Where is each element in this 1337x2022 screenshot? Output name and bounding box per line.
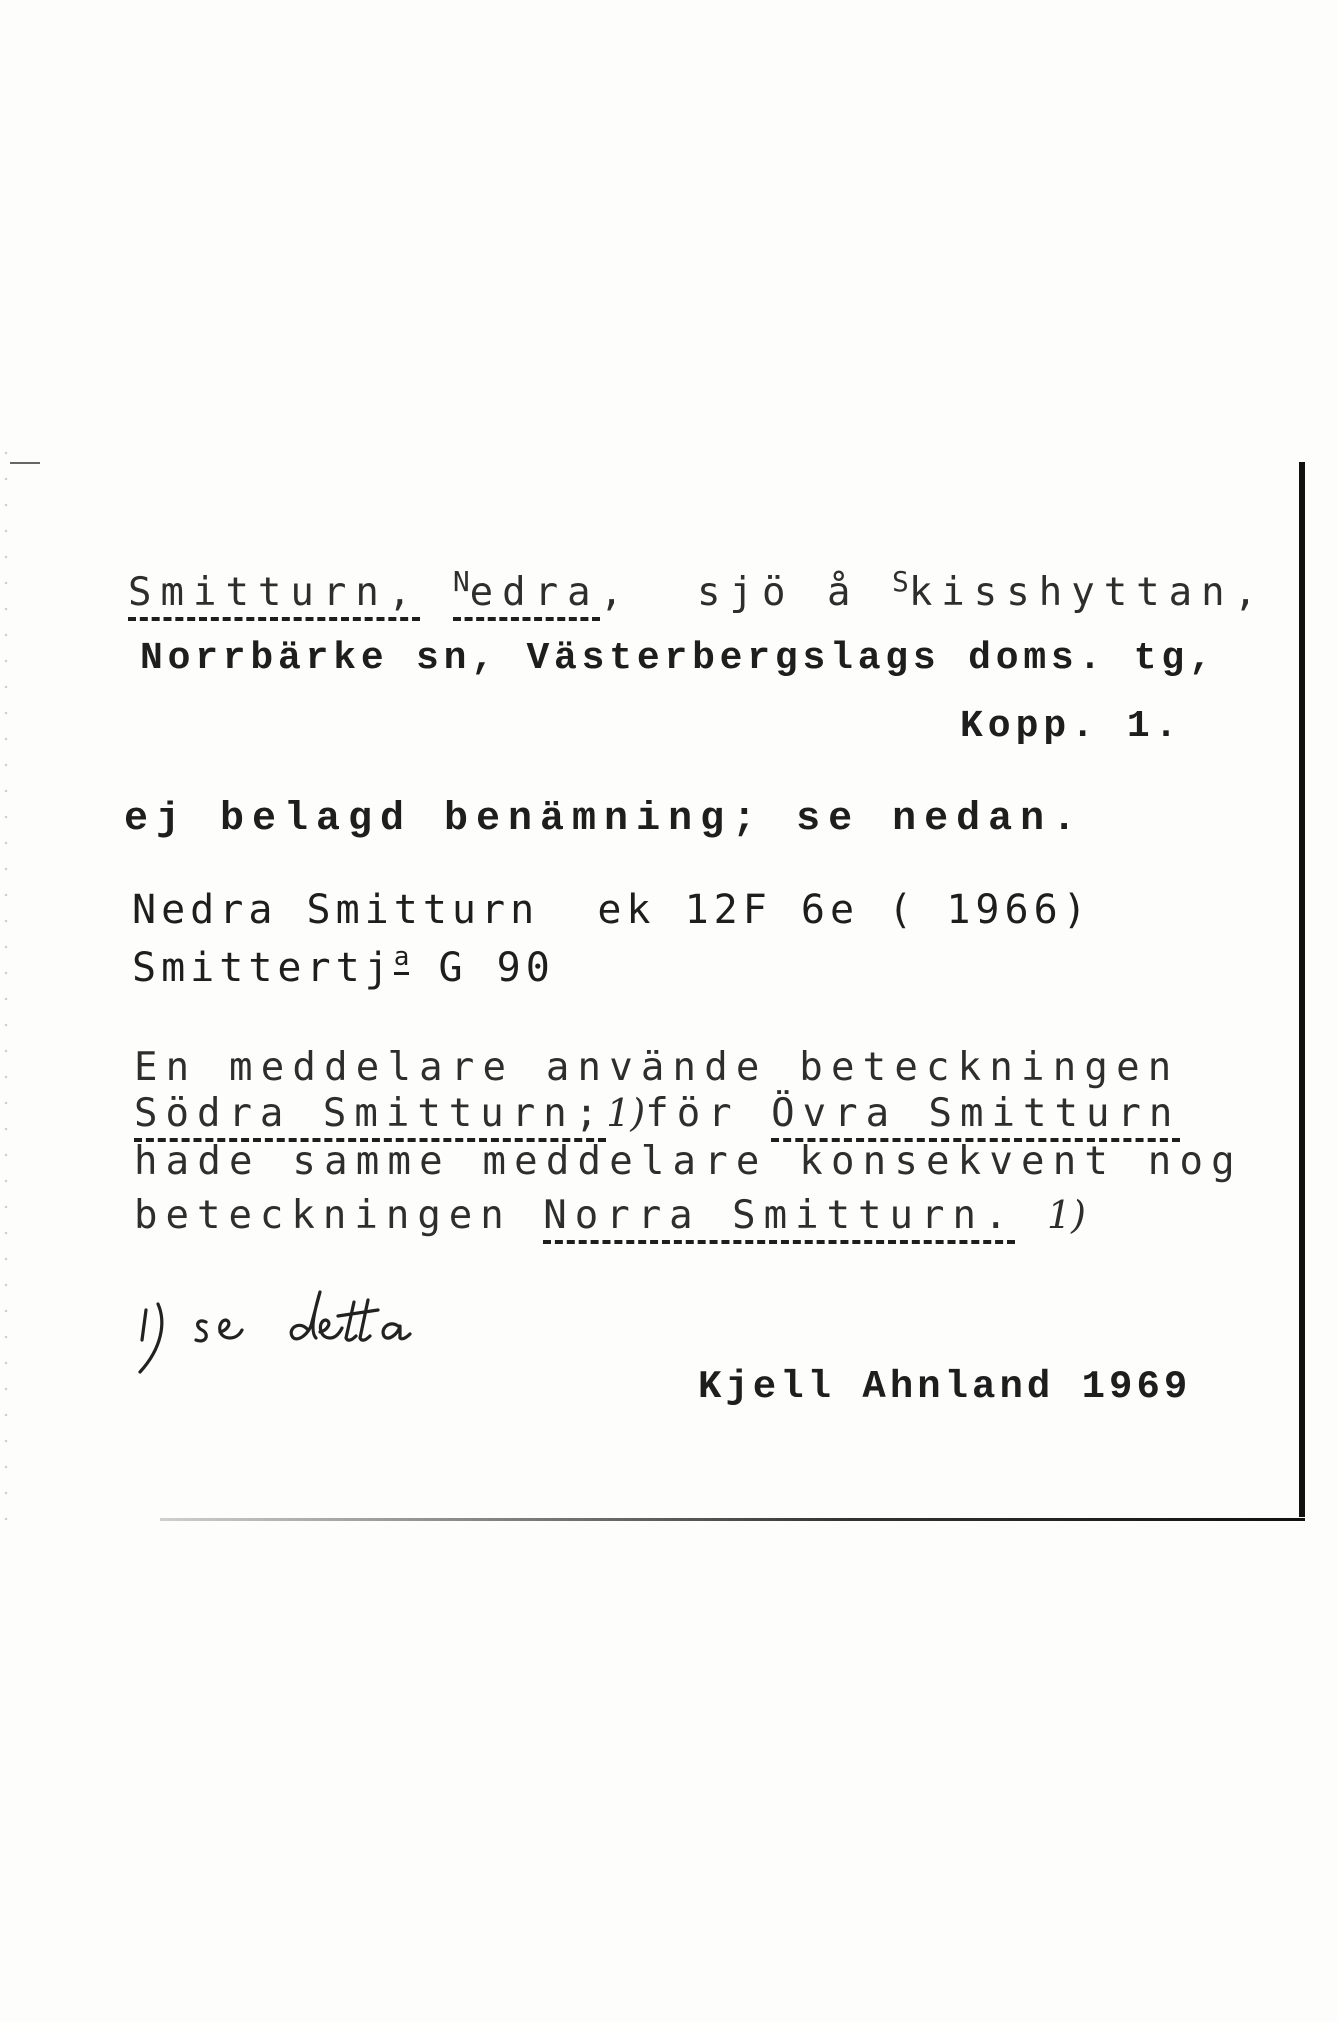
source2-name: Smittertj	[132, 945, 394, 991]
source2-ref: G 90	[438, 945, 555, 991]
signature: Kjell Ahnland 1969	[698, 1365, 1192, 1409]
paragraph-name-ovra: Övra Smitturn	[771, 1091, 1180, 1142]
heading-name: Smitturn,	[128, 570, 420, 621]
source1-name-part2: Smitturn	[306, 887, 540, 933]
card-right-border	[1299, 462, 1305, 1517]
scan-edge-mark	[10, 462, 40, 464]
paragraph-name-sodra: Södra Smitturn;	[134, 1091, 606, 1142]
heading-qualifier-initial: N	[452, 565, 470, 598]
paragraph-for: för	[645, 1091, 740, 1136]
heading-type: sjö	[697, 570, 795, 615]
heading-preposition: å	[826, 570, 860, 615]
source1-year: 1966)	[946, 887, 1092, 933]
source1-name-part1: Nedra	[132, 887, 278, 933]
heading-qualifier: edra	[469, 570, 600, 615]
source2-superscript: a	[394, 942, 410, 975]
heading-separator: ,	[599, 570, 633, 615]
heading-place-initial: S	[891, 565, 909, 598]
note-line: ej belagd benämning; se nedan.	[124, 797, 1085, 842]
heading-place: kisshyttan,	[908, 570, 1267, 615]
paragraph-beteckningen: beteckningen	[134, 1193, 512, 1238]
paragraph-line-4	[134, 1193, 1086, 1238]
paragraph-line-3: hade samme meddelare konsekvent nog	[134, 1139, 1243, 1184]
map-reference: Kopp. 1.	[960, 705, 1183, 748]
footnote-mark-2: 1)	[1046, 1193, 1086, 1237]
paragraph-line-1: En meddelare använde beteckningen	[134, 1045, 1180, 1090]
scan-edge-specks	[2, 440, 10, 1540]
source-line-1	[132, 887, 1092, 933]
footnote-mark-1: 1)	[606, 1091, 646, 1135]
source1-ref: ek 12F 6e (	[597, 887, 918, 933]
source-line-2	[132, 942, 555, 991]
handwritten-note	[132, 1282, 492, 1382]
admin-line: Norrbärke sn, Västerbergslags doms. tg,	[140, 637, 1217, 680]
paragraph-line-2	[134, 1091, 1181, 1136]
paragraph-name-norra: Norra Smitturn.	[543, 1193, 1015, 1244]
card-bottom-border	[160, 1518, 1305, 1521]
card-heading	[128, 565, 1267, 615]
